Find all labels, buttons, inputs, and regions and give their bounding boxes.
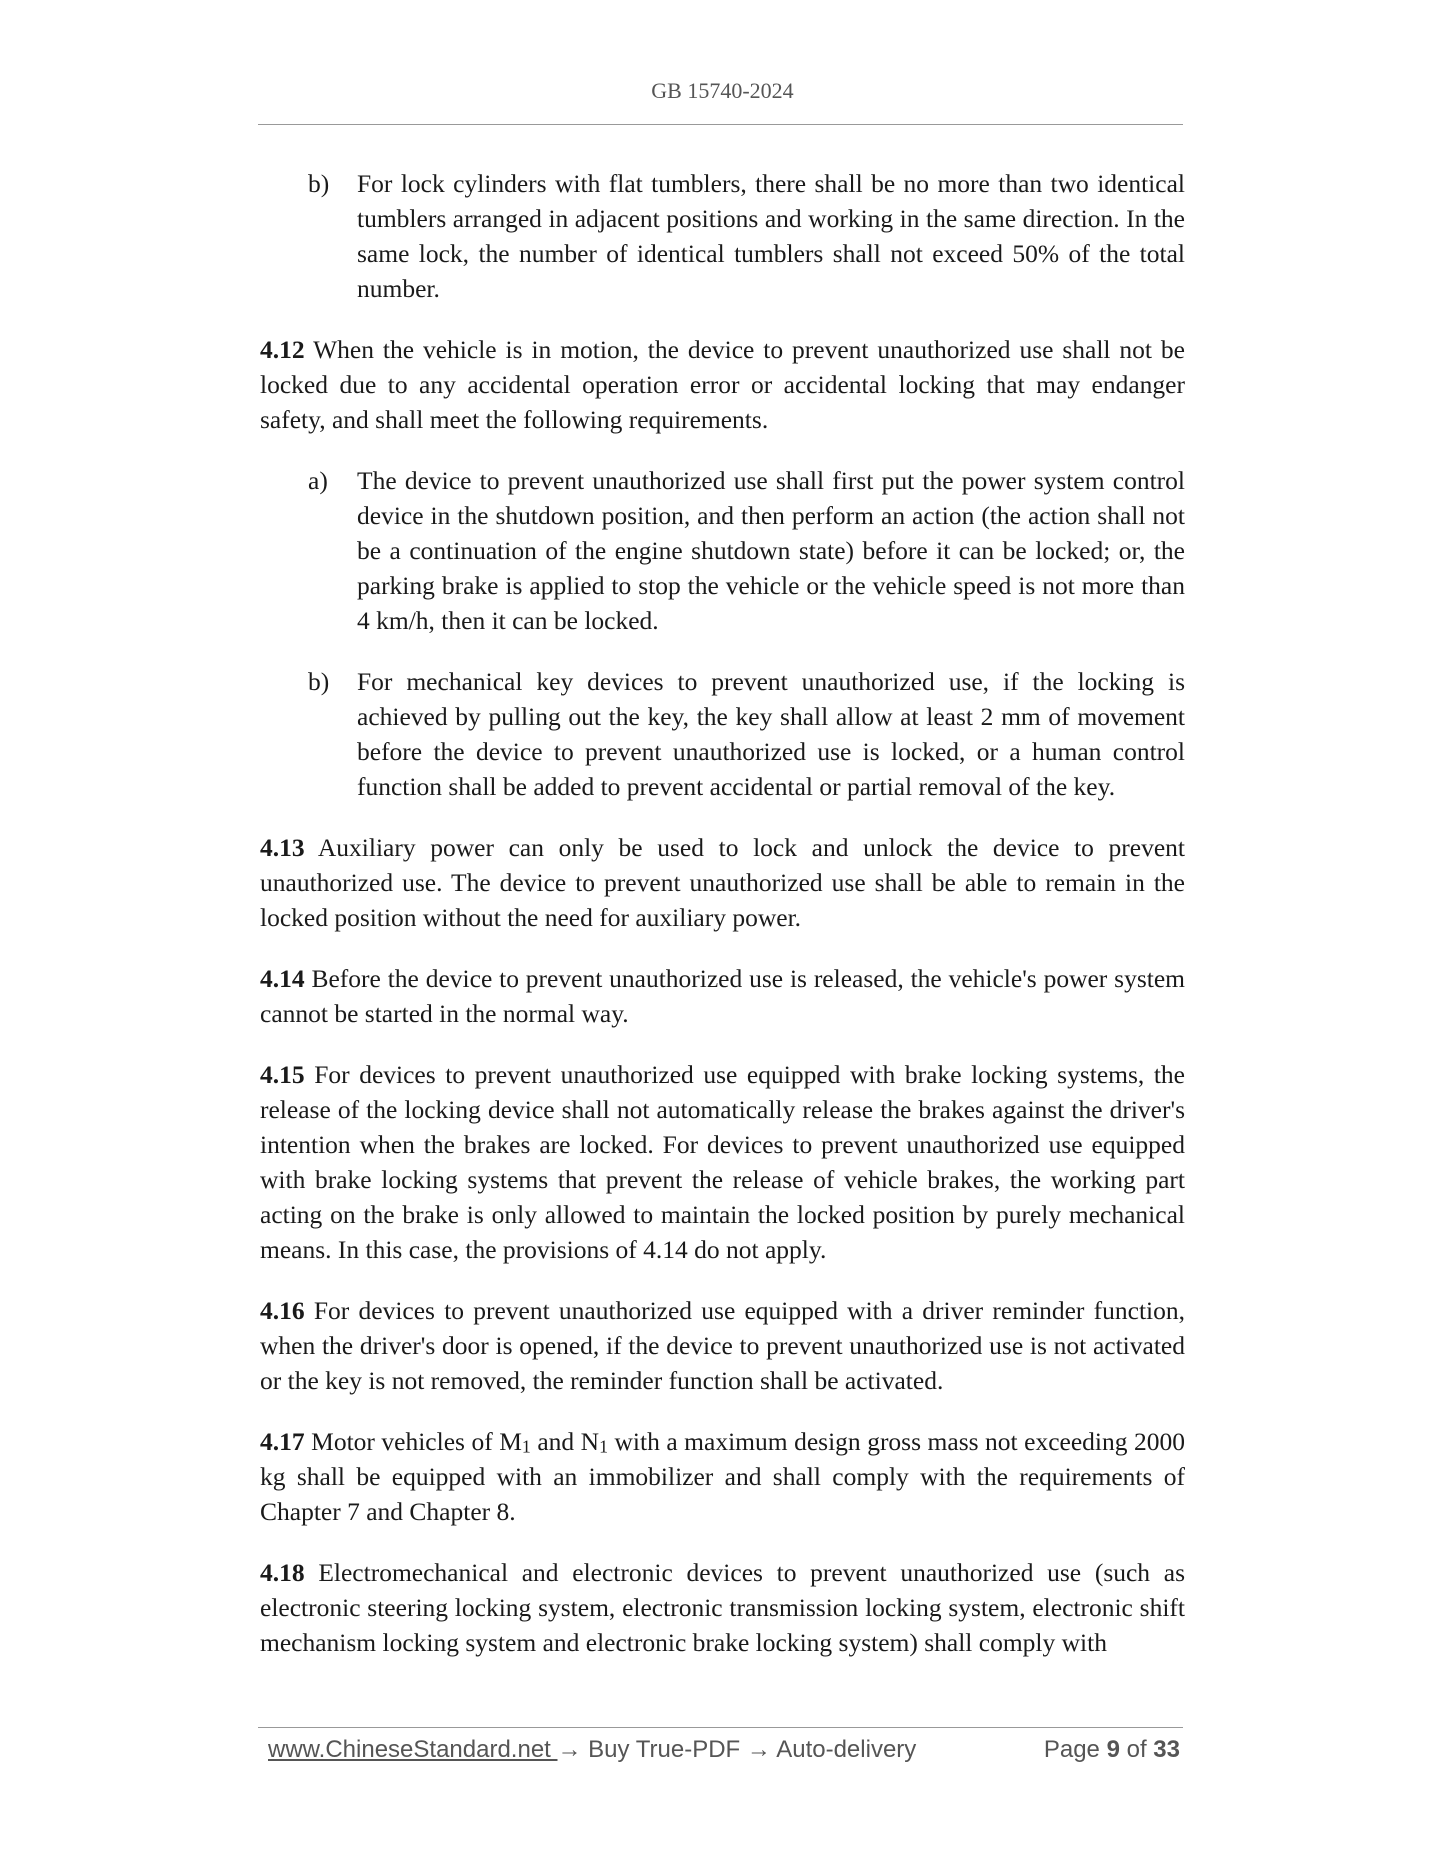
site-link[interactable]: www.ChineseStandard.net [268, 1736, 558, 1763]
clause-4-15 [260, 1057, 1185, 1267]
clause-text: For devices to prevent unauthorized use equipped with brake locking systems, the release of the locking device shall not automatically release the brakes against the driver's intention when the brakes are locked. For devices to prevent unauthorized use equipped with brake locking systems that prevent the release of vehicle brakes, the working part acting on the brake is only allowed to maintain the locked position by purely mechanical means. In this case, the provisions of 4.14 do not apply. [260, 1060, 1186, 1264]
footer-promo [268, 1736, 916, 1764]
clause-4-14 [260, 961, 1185, 1031]
clause-number: 4.12 [260, 335, 305, 364]
delivery-text: Auto-delivery [770, 1736, 917, 1763]
list-item-label: b) [308, 667, 330, 696]
list-item-text: The device to prevent unauthorized use shall first put the power system control device in the shutdown position, and then perform an action (the action shall not be a continuation of the engine shutdown state) before it can be locked; or, the parking brake is applied to stop the vehicle or the vehicle speed is not more than 4 km/h, then it can be locked. [357, 466, 1185, 635]
footer-divider [258, 1727, 1183, 1728]
list-item [308, 664, 1185, 804]
clause-number: 4.17 [260, 1427, 305, 1456]
clause-4-17 [260, 1424, 1185, 1529]
page-indicator [1044, 1736, 1180, 1764]
page-number: 9 [1106, 1736, 1120, 1763]
buy-text: Buy True-PDF [581, 1736, 747, 1763]
subscript: 1 [599, 1436, 608, 1457]
header-divider [258, 124, 1183, 125]
document-header-id: GB 15740-2024 [651, 78, 794, 103]
list-item-label: a) [308, 466, 328, 495]
clause-number: 4.18 [260, 1558, 305, 1587]
list-item [308, 463, 1185, 638]
list-item-text: For lock cylinders with flat tumblers, there shall be no more than two identical tumblers arranged in adjacent positions and working in the same direction. In the same lock, the number of identical tumblers shall not exceed 50% of the total number. [357, 169, 1185, 303]
clause-text: Electromechanical and electronic devices to prevent unauthorized use (such as electronic steering locking system, electronic transmission locking system, electronic shift mechanism locking system and electronic brake locking system) shall comply with [260, 1558, 1185, 1657]
document-body [260, 166, 1185, 1686]
subscript: 1 [521, 1436, 531, 1457]
clause-text: When the vehicle is in motion, the device to prevent unauthorized use shall not be locked due to any accidental operation error or accidental locking that may endanger safety, and shall meet the following requirements. [260, 335, 1186, 434]
clause-number: 4.13 [260, 833, 305, 862]
clause-4-18 [260, 1555, 1185, 1660]
clause-text: Before the device to prevent unauthorized use is released, the vehicle's power system cannot be started in the normal way. [260, 964, 1185, 1028]
clause-number: 4.14 [260, 964, 305, 993]
clause-4-12 [260, 332, 1185, 437]
clause-number: 4.16 [260, 1296, 305, 1325]
of-word: of [1126, 1736, 1147, 1763]
clause-text-part: and N [530, 1427, 600, 1456]
page-footer [268, 1736, 1180, 1776]
clause-number: 4.15 [260, 1060, 305, 1089]
clause-text-part: with a maximum design gross mass not exceeding 2000 kg shall be equipped with an immobilizer and shall comply with the requirements of Chapter 7 and Chapter 8. [260, 1427, 1186, 1526]
clause-text-part: Motor vehicles of M [311, 1427, 522, 1456]
arrow-icon: → [557, 1736, 582, 1763]
page-total: 33 [1153, 1736, 1180, 1763]
clause-text: Auxiliary power can only be used to lock and unlock the device to prevent unauthorized use. The device to prevent unauthorized use shall be able to remain in the locked position without the need for auxiliary power. [260, 833, 1186, 932]
list-item-label: b) [308, 169, 330, 198]
clause-text: For devices to prevent unauthorized use equipped with a driver reminder function, when the driver's door is opened, if the device to prevent unauthorized use is not activated or the key is not removed, the reminder function shall be activated. [260, 1296, 1186, 1395]
clause-4-16 [260, 1293, 1185, 1398]
clause-4-13 [260, 830, 1185, 935]
list-item [308, 166, 1185, 306]
arrow-icon: → [746, 1736, 771, 1763]
list-item-text: For mechanical key devices to prevent unauthorized use, if the locking is achieved by pulling out the key, the key shall allow at least 2 mm of movement before the device to prevent unauthorized use is locked, or a human control function shall be added to prevent accidental or partial removal of the key. [357, 667, 1185, 801]
page-word: Page [1043, 1736, 1100, 1763]
